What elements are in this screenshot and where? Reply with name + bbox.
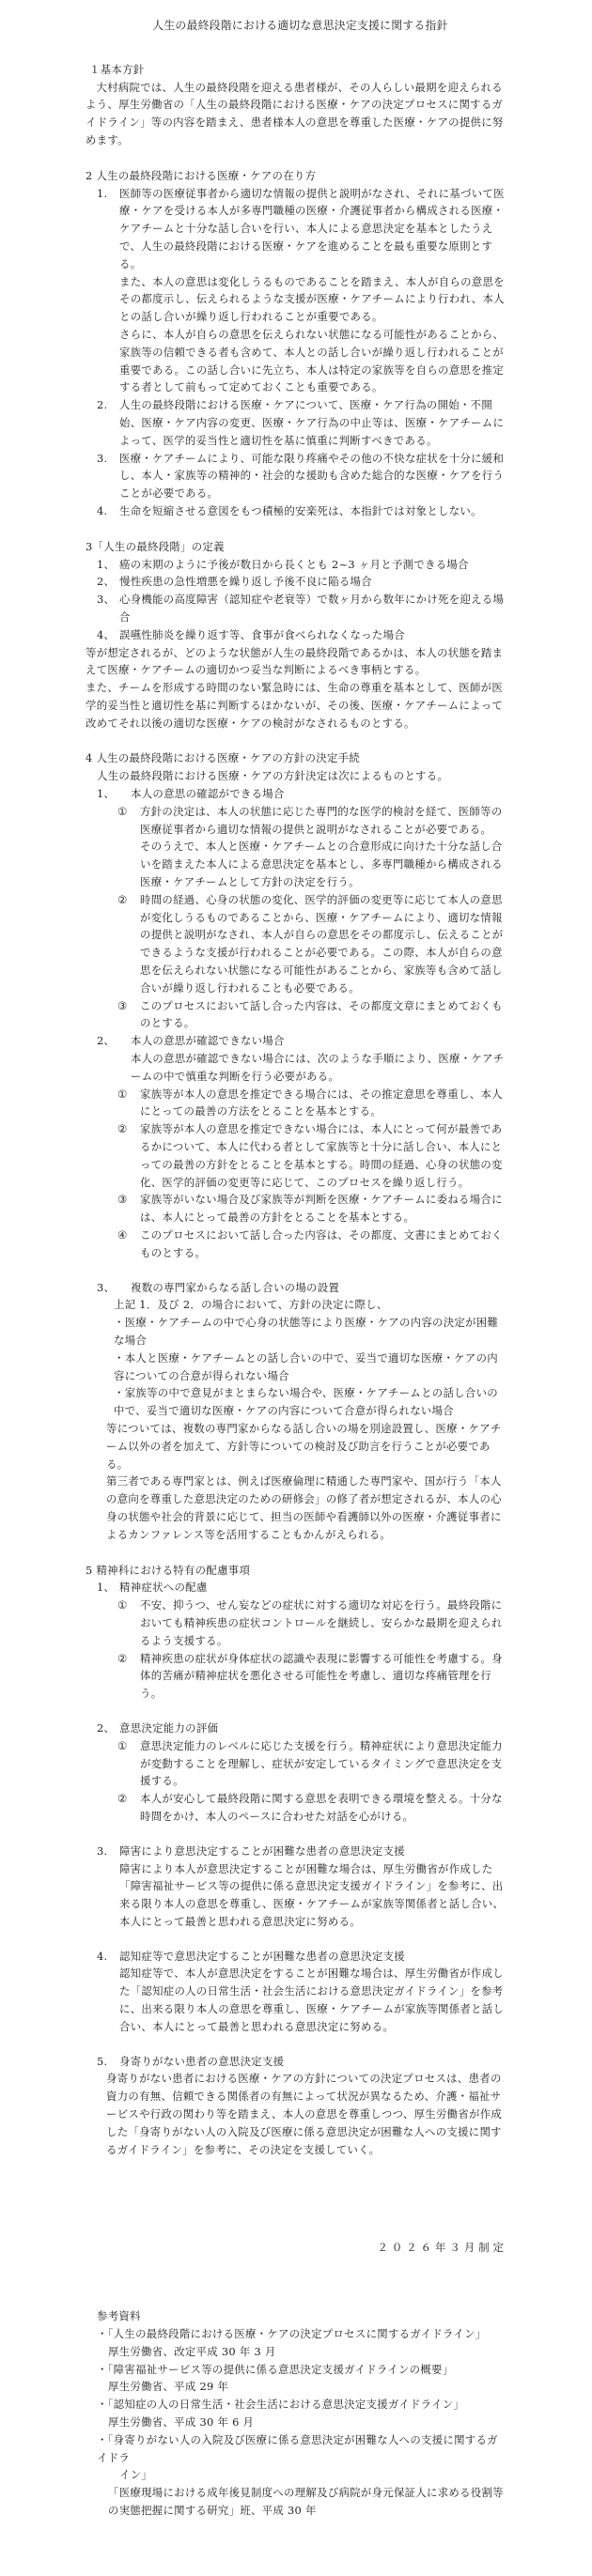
item-text: 家族等が本人の意思を推定できない場合には、本人にとって何が最善であるかについて、本人に代わる者として家族等と十分に話し合い、本人にとっての最善の方針をとることを基本とする。時間の経過、心身の状態の変化、医学的評価の変更等に応じて、このプロセスを繰り返し行う。 xyxy=(140,1122,503,1189)
circled-number: ① xyxy=(117,804,128,818)
case-heading xyxy=(86,785,507,803)
item-number: 2、 xyxy=(97,1034,116,1048)
item-text: 方針の決定は、本人の状態に応じた専門的な医学的検討を経て、医師等の医療従事者から適切な情報の提供と説明がなされることが必要である。 xyxy=(140,804,503,836)
item-text: 意思決定能力のレベルに応じた支援を行う。精神症状により意思決定能力が変動することを理解し、症状が安定しているタイミングで意思決定を支援する。 xyxy=(140,1738,503,1788)
item-text: 生命を短縮させる意図をもつ積極的安楽死は、本指針では対象としない。 xyxy=(119,503,482,517)
item-number: 5. xyxy=(97,2054,108,2068)
sub-item xyxy=(86,1790,507,1826)
section-basic-policy xyxy=(86,61,507,149)
item-text: 家族等がいない場合及び家族等が判断を医療・ケアチームに委ねる場合には、本人にとって最善の方針をとることを基本とする。 xyxy=(140,1193,503,1225)
reference-title: ・「障害福祉サービス等の提供に係る意思決定支援ガイドラインの概要」 xyxy=(97,2362,454,2376)
case3-paragraph: 等については、複数の専門家からなる話し合いの場を別途設置し、医療・ケアチーム以外の者を加えて、方針等についての検討及び助言を行うことが必要である。 xyxy=(106,1421,502,1471)
item-number: 1、 xyxy=(97,787,116,801)
item-text: さらに、本人が自らの意思を伝えられない状態になる可能性があることから、家族等の信頼できる者も含めて、本人との話し合いが繰り返し行われることが重要である。この話し合いに先立ち、本人は特定の家族等を自らの意思を推定する者として前もって定めておくことも重要である。 xyxy=(119,327,505,394)
reference-source: 厚生労働省、平成 29 年 xyxy=(108,2380,229,2394)
block-heading xyxy=(86,2053,507,2071)
reference-title: ・「認知症の人の日常生活・社会生活における意思決定支援ガイドライン」 xyxy=(97,2398,465,2412)
references xyxy=(86,2307,507,2520)
reference-item xyxy=(97,2396,507,2431)
list-item xyxy=(86,556,507,574)
case-heading xyxy=(86,1032,507,1050)
circled-number: ② xyxy=(117,892,128,906)
basic-policy-text: 大村病院では、人生の最終段階を迎える患者様が、その人らしい最期を迎えられるよう、厚生労働省の「人生の最終段階における医療・ケアの決定プロセスに関するガイドライン」等の内容を踏まえ、患者様本人の意思を尊重した医療・ケアの提供に努めます。 xyxy=(86,80,504,147)
reference-source: 厚生労働省、改定平成 30 年 3 月 xyxy=(108,2344,276,2358)
item-number: 2. xyxy=(97,398,108,412)
item-number: 1、 xyxy=(97,1581,116,1595)
enacted-date: ２０２６年３月制定 xyxy=(377,2241,507,2255)
item-text: 本人が安心して最終段階に関する意思を表明できる環境を整える。十分な時間をかけ、本人のペースに合わせた対話を心がける。 xyxy=(140,1792,503,1823)
reference-title-continued: イン」 xyxy=(119,2468,153,2482)
case-intro: 本人の意思が確認できない場合には、次のような手順により、医療・ケアチームの中で慎重な判断を行う必要がある。 xyxy=(131,1052,505,1083)
list-item xyxy=(86,573,507,591)
item-number: 3. xyxy=(97,1843,108,1858)
reference-title: ・「人生の最終段階における医療・ケアの決定プロセスに関するガイドライン」 xyxy=(97,2327,487,2341)
bullet-item: ・医療・ケアチームの中で心身の状態等により医療・ケアの内容の決定が困難な場合 xyxy=(114,1316,499,1347)
section-decision-procedure xyxy=(86,749,507,1543)
circled-number: ② xyxy=(117,1122,128,1136)
bullet-item: ・本人と医療・ケアチームとの話し合いの中で、妥当で適切な医療・ケアの内容についての合意が得られない場合 xyxy=(114,1350,498,1382)
sub-item xyxy=(86,997,507,1033)
block-heading xyxy=(86,1843,507,1860)
sub-item xyxy=(86,891,507,997)
sub-item xyxy=(86,1191,507,1226)
circled-number: ① xyxy=(117,1087,128,1101)
item-number: 3、 xyxy=(97,1280,116,1294)
circled-number: ② xyxy=(117,1651,128,1665)
section-heading: 3「人生の最終段階」の定義 xyxy=(86,539,225,553)
item-text: 不安、抑うつ、せん妄などの症状に対する適切な対応を行う。最終段階においても精神疾患の症状コントロールを継続し、安らかな最期を迎えられるよう支援する。 xyxy=(140,1598,503,1647)
item-text: 精神疾患の症状が身体症状の認識や表現に影響する可能性を考慮する。身体的苦痛が精神症状を悪化させる可能性を考慮し、適切な疼痛管理を行う。 xyxy=(140,1651,503,1701)
block-text: 障害により本人が意思決定することが困難な場合は、厚生労働省が作成した「障害福祉サービス等の提供に係る意思決定支援ガイドライン」を参考に、出来る限り本人の意思を尊重し、医療・ケアチームが家族等関係者と話し合い、本人にとって最善と思われる意思決定に努める。 xyxy=(119,1861,505,1928)
definition-note: また、チームを形成する時間のない緊急時には、生命の尊重を基本として、医師が医学的妥当性と適切性を基に判断するほかないが、その後、医療・ケアチームによって改めてそれ以後の適切な医療・ケアの検討がなされるものとする。 xyxy=(86,681,504,730)
reference-item xyxy=(97,2325,507,2361)
document-title: 人生の最終段階における適切な意思決定支援に関する指針 xyxy=(152,19,448,32)
item-number: 4. xyxy=(97,1949,108,1963)
list-item xyxy=(86,591,507,626)
item-number: 1. xyxy=(97,186,108,200)
group-heading xyxy=(86,1720,507,1737)
case3-notes xyxy=(86,1420,507,1544)
item-number: 2、 xyxy=(97,575,116,589)
circled-number: ④ xyxy=(117,1228,128,1242)
reference-source: 厚生労働省、平成 30 年 6 月 xyxy=(108,2415,255,2429)
bullet-item: ・家族等の中で意見がまとまらない場合や、医療・ケアチームとの話し合いの中で、妥当で適切な医療・ケアの内容について合意が得られない場合 xyxy=(114,1386,498,1418)
item-text: このプロセスにおいて話し合った内容は、その都度、文書にまとめておくものとする。 xyxy=(140,1228,503,1259)
section-heading: １基本方針 xyxy=(89,62,145,76)
circled-number: ① xyxy=(117,1738,128,1752)
group-heading xyxy=(86,1579,507,1597)
section-intro: 人生の最終段階における医療・ケアの方針決定は次によるものとする。 xyxy=(97,769,449,783)
section-psychiatry xyxy=(86,1562,507,2159)
group-title: 精神症状への配慮 xyxy=(119,1581,208,1595)
sub-item xyxy=(86,1737,507,1790)
item-number: 4、 xyxy=(97,627,116,641)
sub-item xyxy=(86,1120,507,1191)
case-title: 本人の意思の確認ができる場合 xyxy=(131,787,285,801)
item-text: 誤嚥性肺炎を繰り返す等、食事が食べられなくなった場合 xyxy=(119,627,405,641)
item-text: 家族等が本人の意思を推定できる場合には、その推定意思を尊重し、本人にとっての最善の方法をとることを基本とする。 xyxy=(140,1087,503,1118)
case-title: 複数の専門家からなる話し合いの場の設置 xyxy=(131,1280,340,1294)
block-title: 身寄りがない患者の意思決定支援 xyxy=(119,2054,285,2068)
section-heading: 2 人生の最終段階における医療・ケアの在り方 xyxy=(86,168,317,182)
item-text: 医療・ケアチームにより、可能な限り疼痛やその他の不快な症状を十分に緩和し、本人・家族等の精神的・社会的な援助も含めた総合的な医療・ケアを行うことが必要である。 xyxy=(119,451,505,501)
case3-lead: 上記 1．及び 2．の場合において、方針の決定に際し、 xyxy=(114,1298,388,1312)
reference-title: ・「身寄りがない人の入院及び医療に係る意思決定が困難な人への支援に関するガイドラ xyxy=(97,2432,498,2464)
case3-body xyxy=(86,1296,507,1420)
section-definition xyxy=(86,538,507,733)
item-number: 4. xyxy=(97,503,108,517)
item-text: 慢性疾患の急性増悪を繰り返し予後不良に陥る場合 xyxy=(119,575,372,589)
block-text: 身寄りがない患者における医療・ケアの方針についての決定プロセスは、患者の資力の有無、信頼できる関係者の有無によって状況が異なるため、介護・福祉サービスや行政の関わり等を踏まえ、本人の意思を尊重しつつ、厚生労働省が作成した「身寄りがない人の入院及び医療に係る意思決定が困難な人への支援に関するガイドライン」を参考に、その決定を支援していく。 xyxy=(106,2072,503,2156)
item-text: 癌の末期のように予後が数日から長くとも 2~3 ヶ月と予測できる場合 xyxy=(119,557,469,571)
item-text: 医師等の医療従事者から適切な情報の提供と説明がなされ、それに基づいて医療・ケアを受ける本人が多専門職種の医療・介護従事者から構成される医療・ケアチームと十分な話し合いを行い、本人による意思決定を基本としたうえで、人生の最終段階における医療・ケアを進めることを最も重要な原則とする。 xyxy=(119,186,505,270)
item-number: 1、 xyxy=(97,557,116,571)
circled-number: ② xyxy=(117,1792,128,1806)
block-text: 認知症等で、本人が意思決定をすることが困難な場合は、厚生労働省が作成した「認知症の人の日常生活・社会生活における意思決定ガイドライン」を参考に、出来る限り本人の意思を尊重し、医療・ケアチームが家族等関係者と話し合い、本人にとって最善と思われる意思決定に努める。 xyxy=(119,1967,505,2033)
circled-number: ① xyxy=(117,1598,128,1612)
item-text: 時間の経過、心身の状態の変化、医学的評価の変更等に応じて本人の意思が変化しうるものであることから、医療・ケアチームにより、適切な情報の提供と説明がなされ、本人が自らの意思をその都度示し、伝えることができるような支援が行われることが必要である。この際、本人が自らの意思を伝えられない状態になる可能性があることから、家族等も含めて話し合いが繰り返し行われることも必要である。 xyxy=(140,892,504,995)
list-item xyxy=(86,185,507,397)
item-number: 3、 xyxy=(97,593,116,607)
item-text: 人生の最終段階における医療・ケアについて、医療・ケア行為の開始・不開始、医療・ケア内容の変更、医療・ケア行為の中止等は、医療・ケアチームによって、医学的妥当性と適切性を基に慎重に判断すべきである。 xyxy=(119,398,505,447)
section-heading: 4 人生の最終段階における医療・ケアの方針の決定手続 xyxy=(86,751,361,765)
sub-item xyxy=(86,1086,507,1121)
reference-item xyxy=(97,2431,507,2520)
reference-item xyxy=(97,2361,507,2397)
definition-note: 等が想定されるが、どのような状態が人生の最終段階であるかは、本人の状態を踏まえて医療・ケアチームの適切かつ妥当な判断によるべき事柄とする。 xyxy=(86,645,504,677)
sub-item xyxy=(86,1650,507,1703)
block-heading xyxy=(86,1948,507,1966)
circled-number: ③ xyxy=(117,998,128,1012)
case-title: 本人の意思が確認できない場合 xyxy=(131,1034,285,1048)
item-text: そのうえで、本人と医療・ケアチームとの合意形成に向けた十分な話し合いを踏まえた本人による意思決定を基本とし、多専門職種から構成される医療・ケアチームとして方針の決定を行う。 xyxy=(140,840,503,889)
list-item xyxy=(86,502,507,520)
sub-item xyxy=(86,1226,507,1262)
item-number: 2、 xyxy=(97,1720,116,1735)
block-title: 障害により意思決定することが困難な患者の意思決定支援 xyxy=(119,1843,405,1858)
case-heading xyxy=(86,1279,507,1297)
list-item xyxy=(86,626,507,644)
sub-item xyxy=(86,1597,507,1649)
group-title: 意思決定能力の評価 xyxy=(119,1720,219,1735)
item-text: このプロセスにおいて話し合った内容は、その都度文章にまとめておくものとする。 xyxy=(140,998,503,1030)
references-heading: 参考資料 xyxy=(97,2309,141,2323)
sub-item xyxy=(86,803,507,891)
item-number: 3. xyxy=(97,451,108,465)
section-heading: 5 精神科における特有の配慮事項 xyxy=(86,1563,251,1577)
item-text: 心身機能の高度障害（認知症や老衰等）で数ヶ月から数年にかけ死を迎える場合 xyxy=(119,593,505,624)
reference-source: 「医療現場における成年後見制度への理解及び病院が身元保証人に求める役割等の実態把握に関する研究」班、平成 30 年 xyxy=(108,2486,504,2518)
section-care-approach xyxy=(86,167,507,520)
list-item xyxy=(86,450,507,502)
block-title: 認知症等で意思決定することが困難な患者の意思決定支援 xyxy=(119,1949,405,1963)
circled-number: ③ xyxy=(117,1193,128,1207)
item-text: また、本人の意思は変化しうるものであることを踏まえ、本人が自らの意思をその都度示し、伝えられるような支援が医療・ケアチームにより行われ、本人との話し合いが繰り返し行われることが重要である。 xyxy=(119,274,505,324)
list-item xyxy=(86,396,507,449)
case3-paragraph: 第三者である専門家とは、例えば医療倫理に精通した専門家や、国が行う「本人の意向を尊重した意思決定のための研修会」の修了者が想定されるが、本人の心身の状態や社会的背景に応じて、担当の医師や看護師以外の医療・介護従事者によるカンファレンス等を活用することもかんがえられる。 xyxy=(106,1474,502,1541)
